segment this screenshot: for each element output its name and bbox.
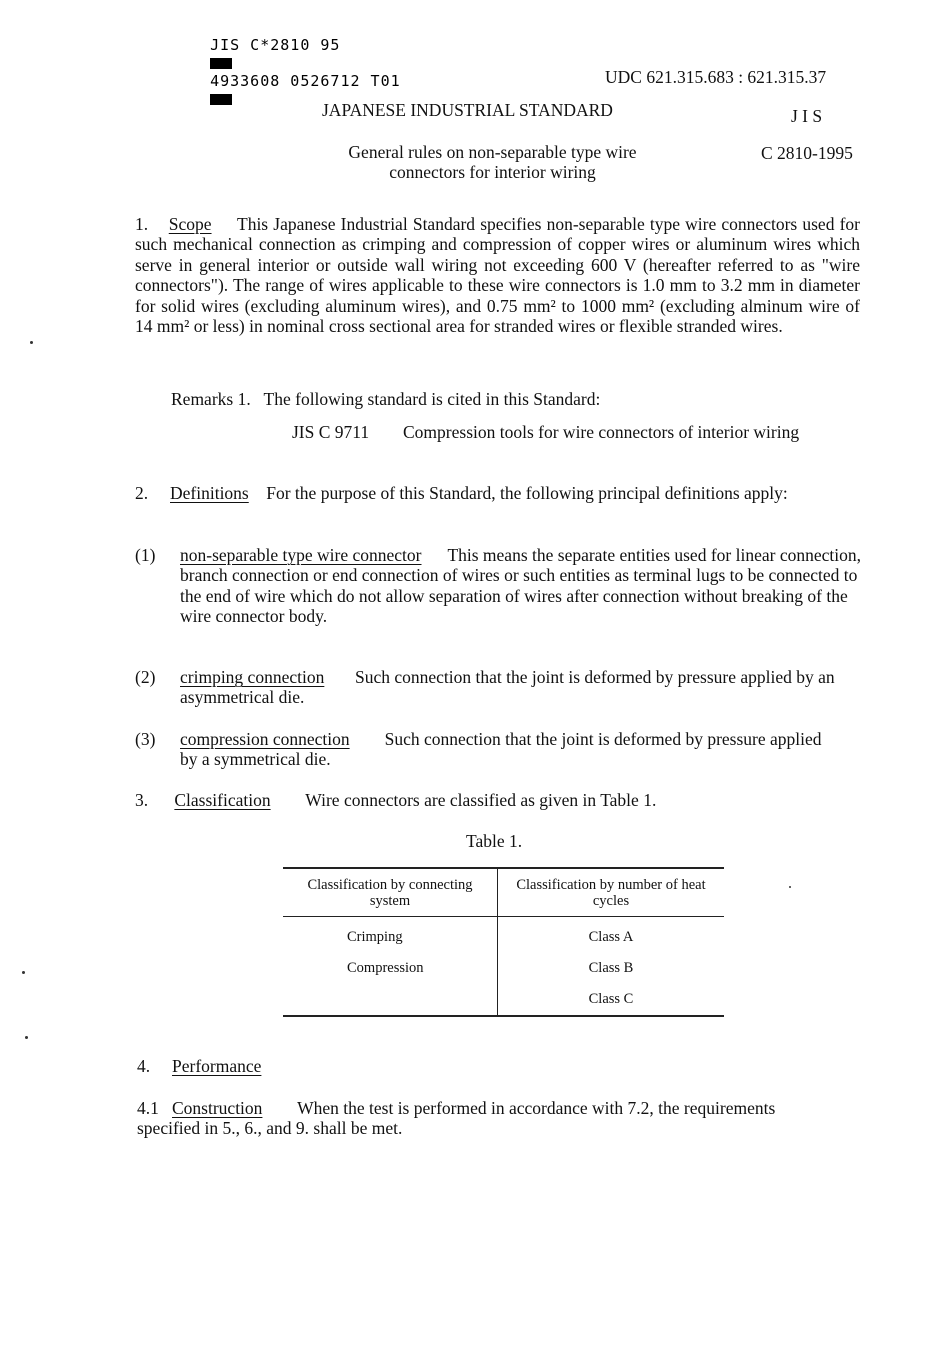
definition-item: [180, 667, 870, 708]
table-cell: Compression: [347, 960, 424, 976]
definition-term: non-separable type wire connector: [180, 545, 422, 565]
title-line-1: General rules on non-separable type wire: [348, 142, 637, 162]
scope-section: [135, 214, 860, 336]
table-cell: Class B: [588, 960, 634, 976]
document-title: [290, 142, 695, 183]
remarks-text: The following standard is cited in this Standard:: [263, 389, 601, 409]
definition-text: This means the separate entities used for linear connection, branch connection or end connection of wires or such entities as terminal lugs to be connected to the end of wire which do not allow separation of wires after connection without breaking of the wire connector body.: [180, 545, 861, 627]
scan-speck: [25, 1036, 28, 1039]
scan-block-mark: [210, 58, 232, 69]
table-body-row: [283, 917, 724, 1017]
definitions-number: 2.: [135, 483, 149, 503]
table-header-col1: Classification by connecting system: [283, 868, 498, 917]
construction-number: 4.1: [137, 1098, 159, 1118]
cited-title: Compression tools for wire connectors of interior wiring: [403, 422, 800, 442]
remarks-label: Remarks 1.: [171, 389, 251, 409]
definitions-heading: Definitions: [170, 483, 249, 503]
definition-term: compression connection: [180, 729, 350, 749]
scope-heading: Scope: [168, 214, 212, 234]
definition-num: (2): [135, 667, 156, 687]
definition-num: (1): [135, 545, 156, 565]
classification-heading: Classification: [174, 790, 271, 810]
scope-text: This Japanese Industrial Standard specifies non-separable type wire connectors used for such mechanical connection as crimping and compression of copper wires or aluminum wires which serve in general interior or outside wall wiring not exceeding 600 V (hereafter referred to as "wire connectors"). The range of wires applicable to these wire connectors is 1.0 mm to 3.2 mm in diameter for solid wires (excluding aluminum wires), and 0.75 mm² to 1000 mm² (excluding alminum wire of 14 mm² or less) in nominal cross sectional area for stranded wires or flexible stranded wires.: [135, 214, 861, 337]
cited-code: JIS C 9711: [292, 422, 370, 442]
scan-block-mark: [210, 94, 232, 105]
scan-code-mid: 4933608 0526712 T01: [210, 72, 401, 90]
remarks: [171, 389, 600, 409]
table-cell: Class A: [588, 929, 634, 945]
scan-header: [190, 18, 401, 108]
table-cell: [283, 984, 497, 1015]
scan-speck: [30, 341, 33, 344]
jis-mark: J I S: [791, 106, 823, 126]
table-cell: Crimping: [347, 929, 403, 945]
table-cell: Class C: [588, 991, 634, 1007]
performance-heading: Performance: [172, 1056, 262, 1076]
construction-text: When the test is performed in accordance with 7.2, the requirements specified in 5., 6., and 9. shall be met.: [137, 1098, 776, 1139]
performance-section: [137, 1056, 261, 1076]
table-col1-cells: [283, 917, 498, 1017]
scope-number: 1.: [135, 214, 149, 234]
udc-number: UDC 621.315.683 : 621.315.37: [605, 67, 827, 87]
table-header-row: [283, 868, 724, 917]
definition-num: (3): [135, 729, 156, 749]
construction-heading: Construction: [172, 1098, 263, 1118]
scan-speck: [789, 886, 791, 888]
definition-text: Such connection that the joint is deformed by pressure applied by an asymmetrical die.: [180, 667, 835, 708]
performance-number: 4.: [137, 1056, 151, 1076]
standard-name: JAPANESE INDUSTRIAL STANDARD: [322, 100, 613, 120]
standard-number: C 2810-1995: [761, 143, 853, 163]
definition-item: [180, 545, 865, 627]
classification-section: [135, 790, 656, 810]
construction-section: [137, 1098, 817, 1139]
table-caption: Table 1.: [466, 831, 523, 851]
classification-number: 3.: [135, 790, 149, 810]
table-header-col2: Classification by number of heat cycles: [498, 868, 725, 917]
definition-term: crimping connection: [180, 667, 325, 687]
classification-text: Wire connectors are classified as given in Table 1.: [305, 790, 657, 810]
scan-speck: [22, 971, 25, 974]
definition-text: Such connection that the joint is deformed by pressure applied by a symmetrical die.: [180, 729, 822, 770]
definitions-intro: For the purpose of this Standard, the following principal definitions apply:: [266, 483, 788, 503]
table-1: [283, 867, 724, 1017]
table-col2-cells: [498, 917, 725, 1017]
definition-item: [180, 729, 830, 770]
definitions-section: [135, 483, 870, 503]
title-line-2: connectors for interior wiring: [389, 162, 596, 183]
scan-code-left: JIS C*2810 95: [210, 36, 341, 54]
